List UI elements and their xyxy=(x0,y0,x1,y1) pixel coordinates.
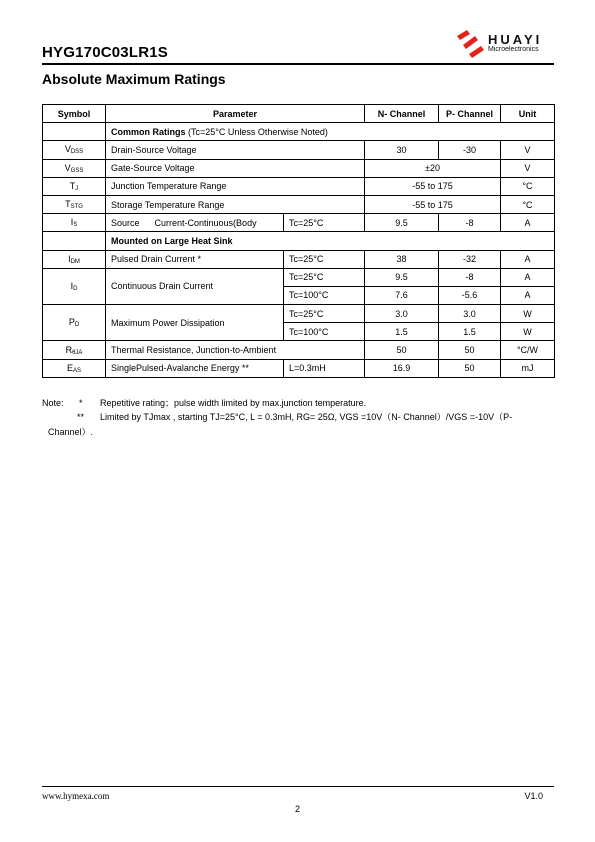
unit-cell: V xyxy=(501,159,555,177)
symbol-cell: $V_{GSS}$ xyxy=(43,159,106,177)
condition-cell: Tc=100°C xyxy=(284,286,365,304)
note-label: Note: xyxy=(42,398,64,408)
table-row xyxy=(43,141,555,159)
condition-cell: Tc=25°C xyxy=(284,250,365,268)
parameter-cell: Gate-Source Voltage xyxy=(106,159,365,177)
table-row xyxy=(43,341,555,359)
table-row xyxy=(43,250,555,268)
unit-cell: A xyxy=(501,214,555,232)
ratings-table xyxy=(42,104,555,378)
symbol-cell: $E_{AS}$ xyxy=(43,359,106,377)
note-2-text: Limited by TJmax , starting TJ=25°C, L = 0.3mH, RG= 25Ω, VGS =10V（N- Channel）/VGS =-10V（P- xyxy=(100,412,513,422)
n-channel-cell: 9.5 xyxy=(365,214,439,232)
table-row xyxy=(43,305,555,323)
parameter-cell: Drain-Source Voltage xyxy=(106,141,365,159)
section-common-title: Common Ratings xyxy=(111,126,186,137)
n-channel-cell: 16.9 xyxy=(365,359,439,377)
header-unit: Unit xyxy=(501,105,555,123)
parameter-cell: Source Current-Continuous(Body xyxy=(106,214,284,232)
condition-cell: Tc=25°C xyxy=(284,268,365,286)
p-channel-cell: -5.6 xyxy=(439,286,501,304)
p-channel-cell: 1.5 xyxy=(439,323,501,341)
unit-cell: °C xyxy=(501,195,555,213)
part-number: HYG170C03LR1S xyxy=(42,44,168,61)
symbol-cell: $T_{STG}$ xyxy=(43,195,106,213)
note-1-text: Repetitive rating；pulse width limited by max.junction temperature. xyxy=(100,398,367,408)
symbol-cell: $P_D$ xyxy=(43,305,106,341)
table-header-row xyxy=(43,105,555,123)
section-row-common xyxy=(43,123,555,141)
page-number: 2 xyxy=(294,804,300,814)
header-p-channel: P- Channel xyxy=(439,105,501,123)
np-channel-cell: -55 to 175 xyxy=(365,177,501,195)
n-channel-cell: 50 xyxy=(365,341,439,359)
np-channel-cell: ±20 xyxy=(365,159,501,177)
table-row xyxy=(43,268,555,286)
section-row-heat-sink xyxy=(43,232,555,250)
unit-cell: W xyxy=(501,323,555,341)
p-channel-cell: -32 xyxy=(439,250,501,268)
note-2-continuation: Channel）. xyxy=(48,427,94,437)
unit-cell: A xyxy=(501,286,555,304)
note-marker-2: ** xyxy=(77,412,85,422)
parameter-cell: Pulsed Drain Current * xyxy=(106,250,284,268)
n-channel-cell: 9.5 xyxy=(365,268,439,286)
p-channel-cell: 50 xyxy=(439,359,501,377)
header-rule xyxy=(42,63,554,65)
n-channel-cell: 3.0 xyxy=(365,305,439,323)
table-row xyxy=(43,214,555,232)
p-channel-cell: -8 xyxy=(439,214,501,232)
unit-cell: V xyxy=(501,141,555,159)
header-parameter: Parameter xyxy=(106,105,365,123)
footer-version: V1.0 xyxy=(524,791,543,801)
symbol-cell: $I_{DM}$ xyxy=(43,250,106,268)
parameter-cell: SinglePulsed-Avalanche Energy ** xyxy=(106,359,284,377)
table-row xyxy=(43,359,555,377)
n-channel-cell: 30 xyxy=(365,141,439,159)
section-heat-sink-title: Mounted on Large Heat Sink xyxy=(106,232,555,250)
n-channel-cell: 38 xyxy=(365,250,439,268)
header-n-channel: N- Channel xyxy=(365,105,439,123)
condition-cell: Tc=25°C xyxy=(284,214,365,232)
logo-sub-text: Microelectronics xyxy=(488,46,539,53)
symbol-cell: $V_{DSS}$ xyxy=(43,141,106,159)
symbol-cell: $I_S$ xyxy=(43,214,106,232)
table-row xyxy=(43,177,555,195)
unit-cell: A xyxy=(501,250,555,268)
n-channel-cell: 7.6 xyxy=(365,286,439,304)
footer-rule xyxy=(42,786,554,787)
note-marker-1: * xyxy=(79,398,83,408)
header-symbol: Symbol xyxy=(43,105,106,123)
symbol-cell: $T_J$ xyxy=(43,177,106,195)
unit-cell: °C xyxy=(501,177,555,195)
n-channel-cell: 1.5 xyxy=(365,323,439,341)
np-channel-cell: -55 to 175 xyxy=(365,195,501,213)
condition-cell: Tc=25°C xyxy=(284,305,365,323)
unit-cell: mJ xyxy=(501,359,555,377)
section-title: Absolute Maximum Ratings xyxy=(42,71,226,87)
parameter-cell: Junction Temperature Range xyxy=(106,177,365,195)
condition-cell: Tc=100°C xyxy=(284,323,365,341)
parameter-cell: Thermal Resistance, Junction-to-Ambient xyxy=(106,341,365,359)
table-row xyxy=(43,195,555,213)
parameter-cell: Continuous Drain Current xyxy=(106,268,284,304)
symbol-cell: $R_{\theta JA}$ xyxy=(43,341,106,359)
unit-cell: A xyxy=(501,268,555,286)
condition-cell: L=0.3mH xyxy=(284,359,365,377)
p-channel-cell: -30 xyxy=(439,141,501,159)
symbol-cell: $I_D$ xyxy=(43,268,106,304)
company-logo xyxy=(455,28,555,60)
unit-cell: W xyxy=(501,305,555,323)
unit-cell: °C/W xyxy=(501,341,555,359)
table-row xyxy=(43,159,555,177)
huayi-logo-mark-icon xyxy=(455,28,487,58)
parameter-cell: Storage Temperature Range xyxy=(106,195,365,213)
parameter-cell: Maximum Power Dissipation xyxy=(106,305,284,341)
p-channel-cell: 3.0 xyxy=(439,305,501,323)
logo-brand-text: HUAYI xyxy=(488,32,543,47)
p-channel-cell: -8 xyxy=(439,268,501,286)
footer-url-link[interactable]: www.hymexa.com xyxy=(42,791,110,801)
p-channel-cell: 50 xyxy=(439,341,501,359)
section-common-note: (Tc=25°C Unless Otherwise Noted) xyxy=(185,126,328,137)
